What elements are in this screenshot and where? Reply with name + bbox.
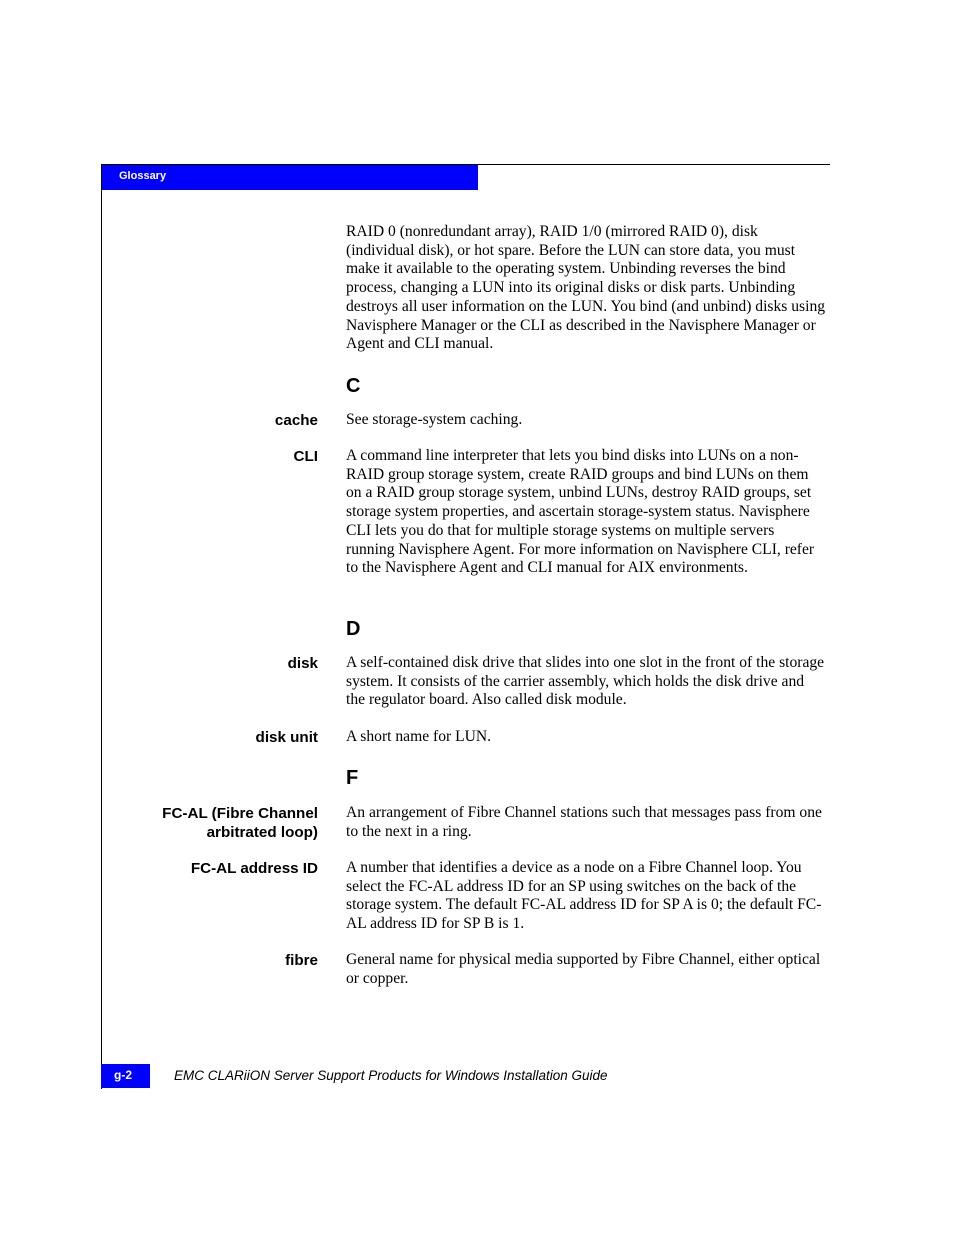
definition-fc-al: An arrangement of Fibre Channel stations such that messages pass from one to the next in a ring. xyxy=(346,804,822,840)
definition-disk-unit: A short name for LUN. xyxy=(346,728,492,745)
definition-cli: A command line interpreter that lets you bind disks into LUNs on a non-RAID group storage system, create RAID groups and bind LUNs on them on a RAID group storage system, unbind LUNs, destroy RAID groups, set storage system properties, and ascertain storage-system status. Navisphere CLI lets you do that for multiple storage systems on multiple servers running Navisphere Agent. For more information on Navisphere CLI, refer to the Navisphere Agent and CLI manual for AIX environments. xyxy=(346,447,815,577)
page-number-tab xyxy=(101,1064,150,1088)
document-title: EMC CLARiiON Server Support Products for Windows Installation Guide xyxy=(174,1068,608,1083)
term-cli: CLI xyxy=(293,448,318,465)
term-disk: disk xyxy=(287,655,318,672)
definition-fc-al-address-id: A number that identifies a device as a node on a Fibre Channel loop. You select the FC-AL address ID for an SP using switches on the back of the storage system. The default FC-AL address ID for SP A is 0; the default FC-AL address ID for SP B is 1. xyxy=(346,859,822,933)
section-header-label: Glossary xyxy=(119,170,167,182)
page-number: g-2 xyxy=(114,1068,132,1082)
definition-disk: A self-contained disk drive that slides into one slot in the front of the storage system. It consists of the carrier assembly, which holds the disk drive and the regulator board. Also called disk module. xyxy=(346,654,825,709)
section-letter-d: D xyxy=(346,618,361,640)
term-fc-al-line2: arbitrated loop) xyxy=(206,824,318,841)
header-band xyxy=(102,165,478,190)
section-letter-f: F xyxy=(346,767,359,789)
definition-fibre: General name for physical media supported by Fibre Channel, either optical or copper. xyxy=(346,951,821,987)
intro-paragraph: RAID 0 (nonredundant array), RAID 1/0 (mirrored RAID 0), disk (individual disk), or hot spare. Before the LUN can store data, you must make it available to the operating system. Unbinding reverses the bind process, changing a LUN into its original disks or disk parts. Unbinding destroys all user information on the LUN. You bind (and unbind) disks using Navisphere Manager or the CLI as described in the Navisphere Manager or Agent and CLI manual. xyxy=(346,223,826,353)
definition-cache: See storage-system caching. xyxy=(346,411,523,428)
term-fc-al-address-id: FC-AL address ID xyxy=(190,860,318,877)
margin-rule xyxy=(101,164,102,1089)
term-fibre: fibre xyxy=(285,952,318,969)
term-cache: cache xyxy=(274,412,318,429)
section-letter-c: C xyxy=(346,375,361,397)
term-fc-al xyxy=(118,804,318,842)
term-disk-unit: disk unit xyxy=(255,729,318,746)
term-fc-al-line1: FC-AL (Fibre Channel xyxy=(162,805,318,822)
